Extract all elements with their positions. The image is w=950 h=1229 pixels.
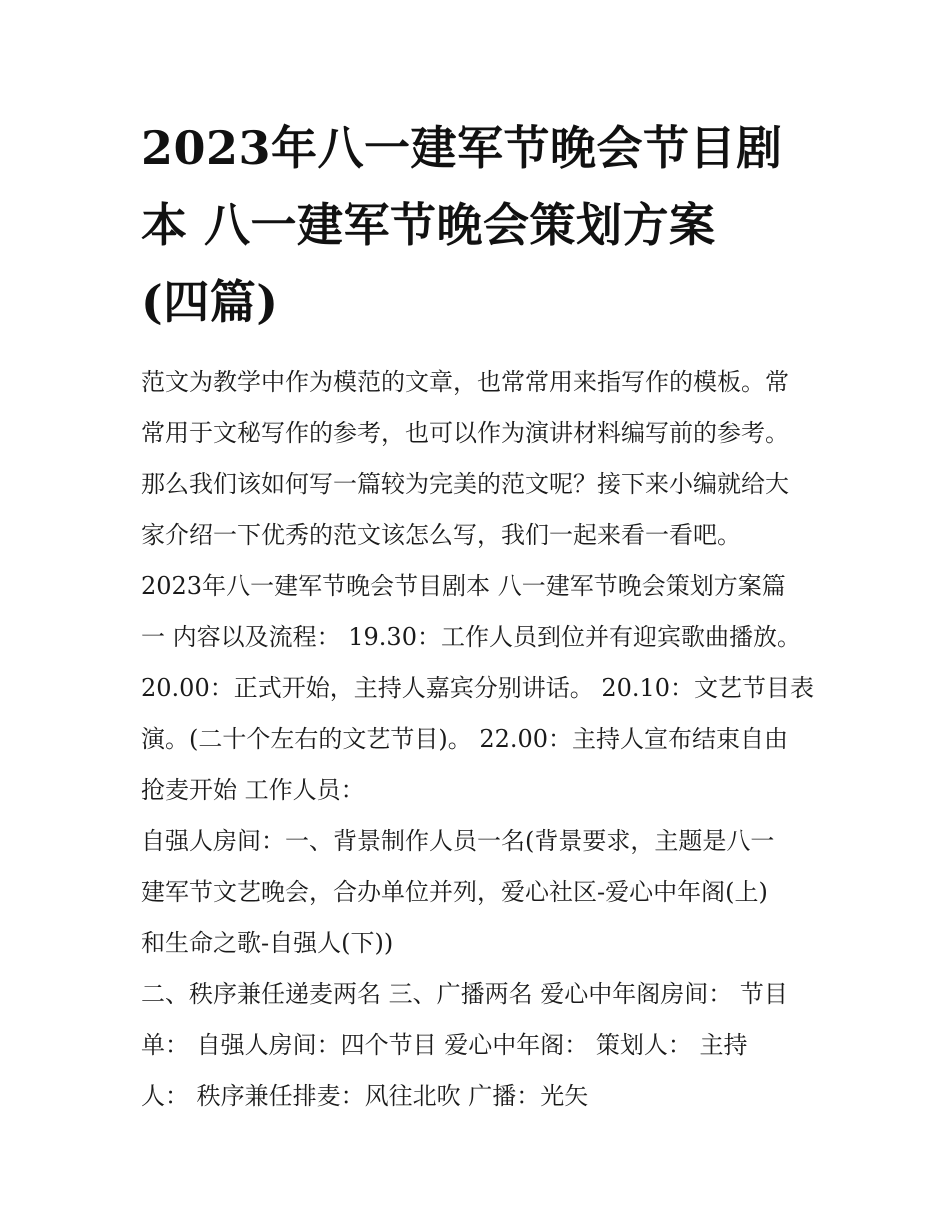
program-flow-paragraph: [141, 561, 820, 816]
text-line: 人： 秩序兼任排麦：风往北吹 广播：光矢: [141, 1082, 589, 1110]
text-line: 一 内容以及流程： 19.30：工作人员到位并有迎宾歌曲播放。: [141, 623, 801, 651]
text-line: 二、秩序兼任递麦两名 三、广播两名 爱心中年阁房间： 节目: [141, 980, 788, 1008]
roles-paragraph: [141, 969, 820, 1122]
text-line: 建军节文艺晚会，合办单位并列，爱心社区-爱心中年阁(上): [141, 878, 768, 906]
document-body: [141, 357, 820, 1122]
title-line: (四篇): [141, 275, 279, 329]
title-line: 本 八一建军节晚会策划方案: [141, 198, 716, 252]
text-line: 单： 自强人房间：四个节目 爱心中年阁： 策划人： 主持: [141, 1031, 748, 1059]
text-line: 抢麦开始 工作人员：: [141, 776, 365, 804]
text-line: 和生命之歌-自强人(下)): [141, 929, 394, 957]
staff-paragraph: [141, 816, 820, 969]
document-title: [141, 110, 820, 341]
intro-paragraph: [141, 357, 820, 561]
text-line: 常用于文秘写作的参考，也可以作为演讲材料编写前的参考。: [141, 419, 789, 447]
text-line: 演。(二十个左右的文艺节目)。 22.00：主持人宣布结束自由: [141, 725, 789, 753]
title-line: 2023年八一建军节晚会节目剧: [141, 121, 783, 175]
text-line: 20.00：正式开始，主持人嘉宾分别讲话。 20.10：文艺节目表: [141, 674, 815, 702]
text-line: 2023年八一建军节晚会节目剧本 八一建军节晚会策划方案篇: [141, 572, 786, 600]
text-line: 家介绍一下优秀的范文该怎么写，我们一起来看一看吧。: [141, 521, 741, 549]
text-line: 自强人房间：一、背景制作人员一名(背景要求，主题是八一: [141, 827, 775, 855]
text-line: 范文为教学中作为模范的文章，也常常用来指写作的模板。常: [141, 368, 789, 396]
text-line: 那么我们该如何写一篇较为完美的范文呢？接下来小编就给大: [141, 470, 789, 498]
